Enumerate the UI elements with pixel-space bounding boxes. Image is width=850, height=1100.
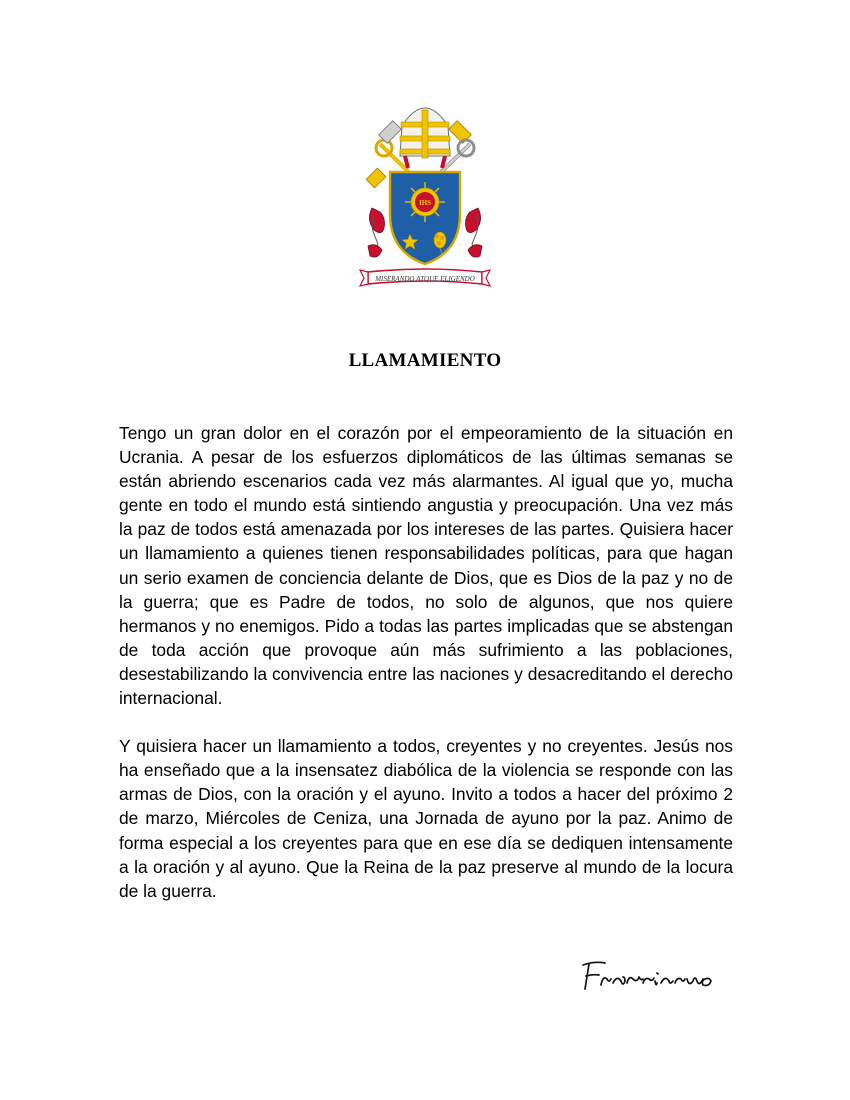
right-tassel [466, 208, 483, 257]
motto-text: MISERANDO ATQUE ELIGENDO [375, 275, 475, 283]
document-title: LLAMAMIENTO [348, 350, 502, 371]
mitre [400, 108, 450, 168]
emblem-text: IHS [418, 199, 432, 207]
handwritten-signature [575, 955, 735, 1000]
paragraph-1: Tengo un gran dolor en el corazón por el empeoramiento de la situación en Ucrania. A pesar de los esfuerzos diplomáticos de las últimas semanas se están abriendo escenarios cada vez más alarmantes. Al igual que yo, mucha gente en todo el mundo está sintiendo angustia y preocupación. Una vez más la paz de todos está amenazada por los intereses de las partes. Quisiera hacer un llamamiento a quienes tienen responsabilidades políticas, para que hagan un serio examen de conciencia delante de Dios, que es Dios de la paz y no de la guerra; que es Padre de todos, no solo de algunos, que nos quiere hermanos y no enemigos. Pido a todas las partes implicadas que se abstengan de toda acción que provoque aún más sufrimiento a las poblaciones, desestabilizando la convivencia entre las naciones y desacreditando el derecho internacional. [119, 423, 733, 709]
shield [390, 172, 460, 264]
paragraph-2: Y quisiera hacer un llamamiento a todos, creyentes y no creyentes. Jesús nos ha enseñado que a la insensatez diabólica de la violencia se responde con las armas de Dios, con la oración y el ayuno. Invito a todos a hacer del próximo 2 de marzo, Miércoles de Ceniza, una Jornada de ayuno por la paz. Animo de forma especial a los creyentes para que en ese día se dediquen intensamente a la oración y al ayuno. Que la Reina de la paz preserve al mundo de la locura de la guerra. [119, 736, 733, 901]
ihs-sun-emblem [405, 182, 445, 222]
letter-body [119, 421, 733, 903]
motto-ribbon [360, 269, 490, 286]
left-tassel [368, 208, 385, 257]
papal-coat-of-arms [350, 96, 500, 296]
